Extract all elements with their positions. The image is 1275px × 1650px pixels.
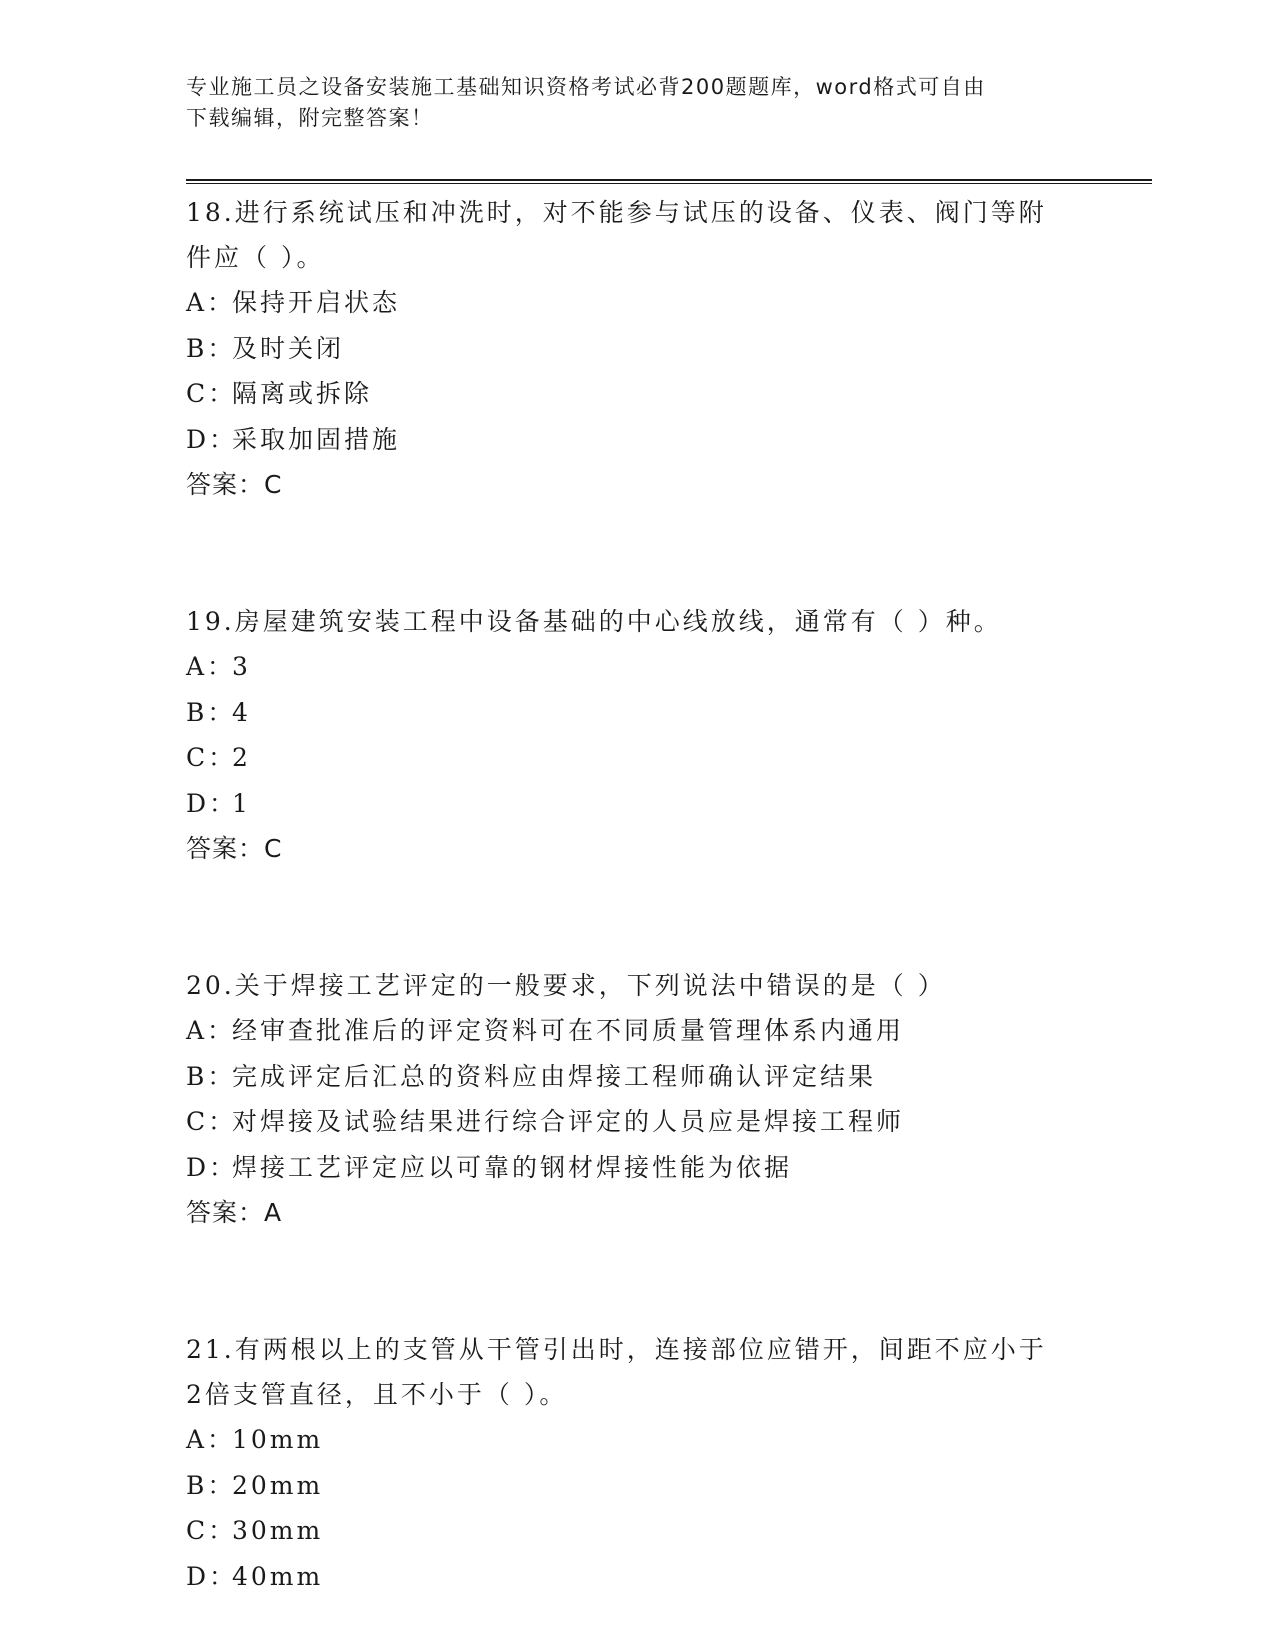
option-text: 经审查批准后的评定资料可在不同质量管理体系内通用 <box>232 1016 905 1045</box>
option-text: 2 <box>232 743 251 772</box>
option-key: B： <box>186 1061 236 1091</box>
option-c <box>186 1508 1086 1554</box>
option-c <box>186 735 1086 781</box>
option-b <box>186 690 1086 736</box>
option-text: 及时关闭 <box>232 333 345 363</box>
option-b <box>186 1463 1086 1509</box>
option-key: C： <box>186 379 237 408</box>
question-stem: 20.关于焊接工艺评定的一般要求，下列说法中错误的是（ ） <box>186 971 946 1000</box>
question-stem: 21.有两根以上的支管从干管引出时，连接部位应错开，间距不应小于 <box>186 1335 1047 1364</box>
option-key: B： <box>186 333 236 363</box>
option-key: A： <box>186 1016 236 1045</box>
option-d <box>186 1145 1086 1191</box>
option-c <box>186 371 1086 417</box>
question-stem: 18.进行系统试压和冲洗时，对不能参与试压的设备、仪表、阀门等附 <box>186 198 1047 227</box>
option-key: C： <box>186 1107 237 1136</box>
option-d <box>186 417 1086 463</box>
option-key: D： <box>186 1152 238 1182</box>
header-line-2: 下载编辑，附完整答案！ <box>186 106 434 130</box>
header-divider-thick <box>186 179 1152 181</box>
option-b <box>186 326 1086 372</box>
question-stem-continued: 件应（ ）。 <box>186 243 325 272</box>
option-text: 1 <box>232 788 251 818</box>
question-18 <box>186 190 1086 507</box>
option-text: 完成评定后汇总的资料应由焊接工程师确认评定结果 <box>232 1061 877 1091</box>
answer-label: 答案：A <box>186 1198 283 1227</box>
header-divider-thin <box>186 183 1152 184</box>
option-text: 隔离或拆除 <box>232 379 373 408</box>
option-text: 保持开启状态 <box>232 288 401 317</box>
option-a <box>186 1417 1086 1463</box>
option-a <box>186 644 1086 690</box>
option-text: 40mm <box>232 1561 324 1591</box>
answer-label: 答案：C <box>186 834 283 863</box>
option-key: A： <box>186 288 236 317</box>
option-key: C： <box>186 743 237 772</box>
question-21 <box>186 1327 1086 1599</box>
option-key: B： <box>186 1470 236 1500</box>
question-20 <box>186 963 1086 1235</box>
option-text: 10mm <box>232 1425 324 1454</box>
document-header <box>186 72 1086 134</box>
answer-label: 答案：C <box>186 470 283 499</box>
question-list <box>186 190 1086 1599</box>
option-d <box>186 1554 1086 1600</box>
option-c <box>186 1099 1086 1145</box>
option-text: 3 <box>232 652 251 681</box>
option-key: A： <box>186 652 236 681</box>
option-a <box>186 1008 1086 1054</box>
question-stem: 19.房屋建筑安装工程中设备基础的中心线放线，通常有（ ）种。 <box>186 607 1002 636</box>
option-text: 30mm <box>232 1516 324 1545</box>
option-text: 采取加固措施 <box>232 424 401 454</box>
option-d <box>186 781 1086 827</box>
option-key: D： <box>186 1561 238 1591</box>
option-key: D： <box>186 788 238 818</box>
header-line-1: 专业施工员之设备安装施工基础知识资格考试必背200题题库，word格式可自由 <box>186 75 986 99</box>
question-stem-continued: 2倍支管直径，且不小于（ ）。 <box>186 1380 568 1409</box>
option-key: B： <box>186 697 236 727</box>
option-text: 焊接工艺评定应以可靠的钢材焊接性能为依据 <box>232 1152 793 1182</box>
option-a <box>186 280 1086 326</box>
question-19 <box>186 599 1086 871</box>
option-key: C： <box>186 1516 237 1545</box>
option-key: A： <box>186 1425 236 1454</box>
option-b <box>186 1054 1086 1100</box>
option-key: D： <box>186 424 238 454</box>
option-text: 20mm <box>232 1470 324 1500</box>
option-text: 4 <box>232 697 251 727</box>
option-text: 对焊接及试验结果进行综合评定的人员应是焊接工程师 <box>232 1107 905 1136</box>
